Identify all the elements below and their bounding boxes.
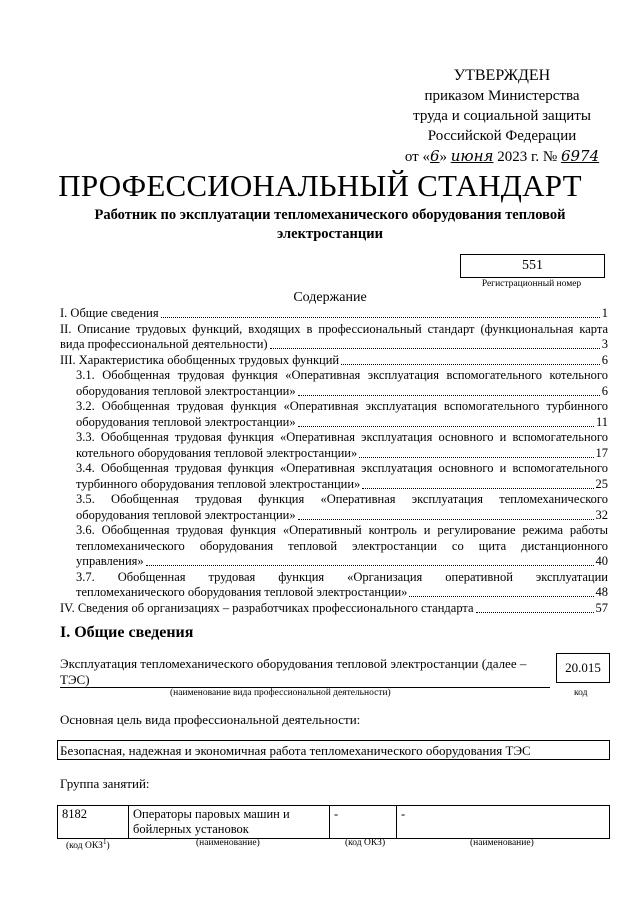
section-heading: I. Общие сведения [60,624,194,641]
toc-item[interactable]: 3.4. Обобщенная трудовая функция «Оперативная эксплуатация основного и вспомогательного турбинного оборудования тепловой электростанции» 25 [76,461,608,491]
toc-item[interactable]: II. Описание трудовых функций, входящих в профессиональный стандарт (функциональная карта вида профессиональной деятельности) 3 [60,321,608,351]
toc-item[interactable]: IV. Сведения об организациях – разработчиках профессионального стандарта 57 [60,600,608,615]
toc-item[interactable]: 3.1. Обобщенная трудовая функция «Оперативная эксплуатация вспомогательного котельного оборудования тепловой электростанции» 6 [76,368,608,398]
toc-item[interactable]: 3.7. Обобщенная трудовая функция «Организация оперативной эксплуатации тепломеханического оборудования тепловой электростанции» 48 [76,569,608,599]
occupation-name-label: (наименование) [196,838,260,848]
date-month: июня [450,147,494,165]
activity-name: Эксплуатация тепломеханического оборудования тепловой электростанции (далее – ТЭС) [60,656,527,687]
approval-line: приказом Министерства [424,88,580,104]
okz-code-label: (код ОКЗ$^1$) [66,838,110,852]
approval-block [402,66,602,167]
activity-code-label: код [574,688,588,698]
toc-item[interactable]: 3.3. Обобщенная трудовая функция «Оперативная эксплуатация основного и вспомогательного котельного оборудования тепловой электростанции» 17 [76,430,608,460]
toc-item[interactable]: III. Характеристика обобщенных трудовых функций 6 [60,352,608,367]
activity-name-label: (наименование вида профессиональной деятельности) [170,688,391,698]
date-quote: » [439,149,447,165]
approval-date [402,146,602,167]
goal-label: Основная цель вида профессиональной деятельности: [60,712,361,727]
date-prefix: от « [404,149,430,165]
group-label: Группа занятий: [60,776,150,791]
occupation-name-2: - [397,806,610,839]
approval-line: труда и социальной защиты [413,108,591,124]
occupation-name-label: (наименование) [470,838,534,848]
toc-item[interactable]: 3.5. Обобщенная трудовая функция «Оперативная эксплуатация тепломеханического оборудования тепловой электростанции» 32 [76,492,608,522]
goal-text: Безопасная, надежная и экономичная работа тепломеханического оборудования ТЭС [57,740,610,760]
order-number: 6974 [560,147,600,165]
date-year: 2023 г. № [497,149,558,165]
date-day: 6 [429,147,440,165]
registration-label: Регистрационный номер [481,279,582,289]
okz-code-1: 8182 [58,806,129,839]
okz-code-label: (код ОКЗ) [345,838,386,848]
toc-item[interactable]: 3.6. Обобщенная трудовая функция «Оперативный контроль и регулирование режима работы тепломеханического оборудования тепловой электростанции со щита дистанционного управления» 40 [76,523,608,568]
toc-heading: Содержание [293,290,367,305]
approval-title: УТВЕРЖДЕН [453,67,551,84]
registration-number: 551 [460,254,605,278]
approval-line: Российской Федерации [427,128,577,144]
occupation-name-1: Операторы паровых машин и бойлерных установок [129,806,330,839]
okz-code-2: - [330,806,397,839]
toc-item[interactable]: I. Общие сведения 1 [60,306,608,320]
document-subtitle: Работник по эксплуатации тепломеханического оборудования тепловой электростанции [94,207,566,242]
table-of-contents [60,306,608,616]
activity-code: 20.015 [556,653,610,683]
document-title: ПРОФЕССИОНАЛЬНЫЙ СТАНДАРТ [58,168,582,203]
toc-item[interactable]: 3.2. Обобщенная трудовая функция «Оперативная эксплуатация вспомогательного турбинного оборудования тепловой электростанции» 11 [76,399,608,429]
table-row [58,806,610,839]
occupation-group-table [57,805,610,839]
